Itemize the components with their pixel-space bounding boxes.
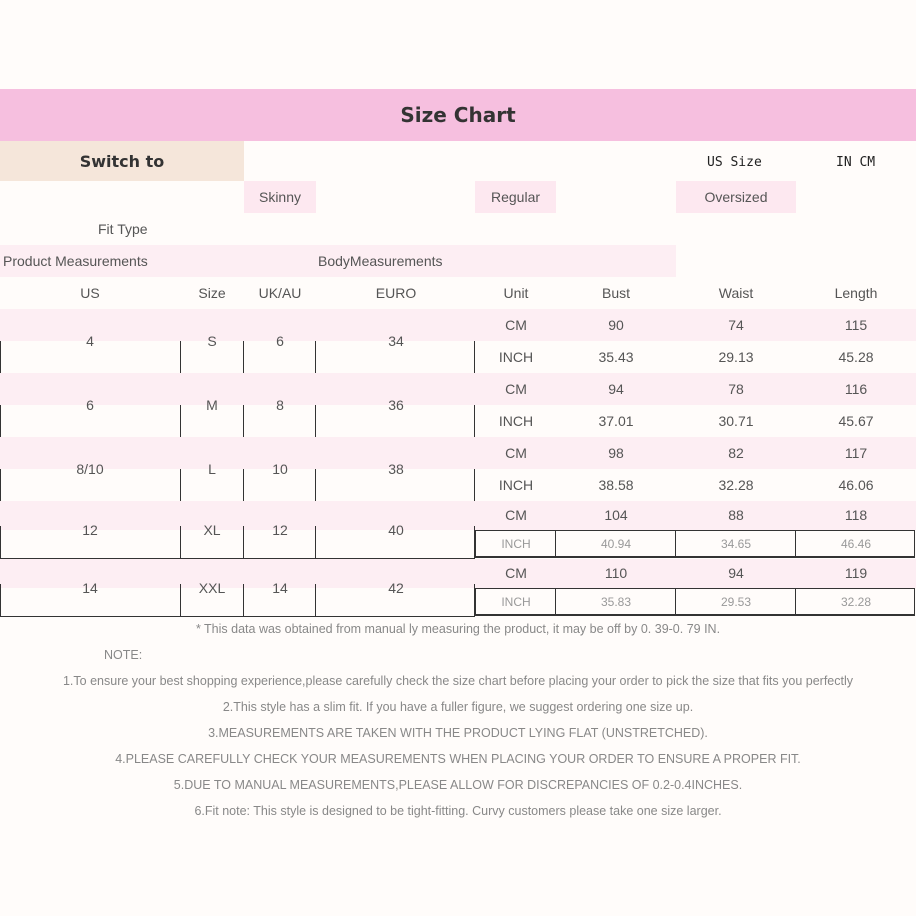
cell-bust: 35.43 — [598, 349, 634, 365]
cell-divider — [180, 584, 181, 616]
cell-bust: 40.94 — [600, 536, 632, 551]
cell-unit: INCH — [498, 413, 534, 429]
cell-divider — [180, 341, 181, 373]
cell-size: XXL — [198, 579, 226, 596]
cell-size: S — [207, 333, 217, 349]
cell-divider — [474, 405, 475, 437]
cell-divider — [315, 526, 316, 558]
cell-bust: 94 — [608, 381, 624, 397]
cell-bust: 110 — [604, 565, 628, 582]
cell-divider — [243, 405, 244, 437]
row-divider — [0, 616, 475, 617]
cell-unit: INCH — [501, 536, 531, 551]
fit-oversized-button[interactable]: Oversized — [676, 181, 796, 213]
cell-divider — [315, 405, 316, 437]
cell-length: 115 — [844, 317, 868, 333]
us-size-toggle[interactable]: US Size — [707, 155, 762, 170]
cell-length: 32.28 — [840, 594, 872, 609]
cell-divider — [0, 526, 1, 558]
cell-euro: 36 — [388, 397, 404, 413]
cell-us: 12 — [82, 521, 98, 538]
row-band — [0, 559, 916, 588]
cell-waist: 82 — [728, 445, 744, 461]
cell-divider — [315, 469, 316, 501]
cell-bust: 38.58 — [598, 477, 634, 493]
note-item: 4.PLEASE CAREFULLY CHECK YOUR MEASUREMENTS WHEN PLACING YOUR ORDER TO ENSURE A PROPER FIT. — [115, 752, 801, 766]
cell-uk-au: 10 — [272, 461, 288, 477]
cell-uk-au: 6 — [276, 333, 284, 349]
cell-divider — [0, 341, 1, 373]
cell-divider — [474, 469, 475, 501]
cell-unit: CM — [505, 565, 527, 582]
cell-euro: 42 — [388, 579, 404, 596]
cell-unit: CM — [505, 317, 527, 333]
note-item: 5.DUE TO MANUAL MEASUREMENTS,PLEASE ALLOW FOR DISCREPANCIES OF 0.2-0.4INCHES. — [173, 778, 743, 792]
cell-euro: 40 — [388, 521, 404, 538]
cell-length: 119 — [844, 565, 868, 582]
cell-waist: 30.71 — [718, 413, 754, 429]
cell-divider — [180, 526, 181, 558]
fit-type-label: Fit Type — [98, 221, 148, 237]
cell-length: 45.67 — [838, 413, 874, 429]
cell-divider — [243, 341, 244, 373]
header-size: Size — [198, 285, 226, 301]
cell-euro: 38 — [388, 461, 404, 477]
boxed-row-outline — [475, 588, 915, 617]
header-uk-au: UK/AU — [258, 285, 302, 301]
cell-unit: INCH — [501, 594, 531, 609]
cell-us: 8/10 — [76, 461, 104, 477]
row-band — [0, 373, 916, 405]
cell-divider — [555, 530, 556, 559]
note-item: 6.Fit note: This style is designed to be tight-fitting. Curvy customers please take one size larger. — [194, 804, 722, 818]
cell-length: 116 — [844, 381, 868, 397]
cell-divider — [474, 341, 475, 373]
cell-divider — [243, 469, 244, 501]
disclaimer-text: * This data was obtained from manual ly measuring the product, it may be off by 0. 39-0. 79 IN. — [195, 622, 721, 636]
cell-divider — [0, 469, 1, 501]
cell-divider — [315, 341, 316, 373]
fit-regular-button[interactable]: Regular — [475, 181, 556, 213]
cell-divider — [0, 405, 1, 437]
cell-us: 4 — [86, 333, 94, 349]
cell-divider — [795, 588, 796, 617]
cell-waist: 29.53 — [720, 594, 752, 609]
note-item: 3.MEASUREMENTS ARE TAKEN WITH THE PRODUCT LYING FLAT (UNSTRETCHED). — [208, 726, 708, 740]
row-band — [0, 501, 916, 530]
fit-skinny-button[interactable]: Skinny — [244, 181, 316, 213]
row-band — [0, 309, 916, 341]
cell-uk-au: 12 — [272, 521, 288, 538]
cell-waist: 29.13 — [718, 349, 754, 365]
cell-unit: INCH — [498, 349, 534, 365]
row-band — [0, 437, 916, 469]
note-item: 1.To ensure your best shopping experience,please carefully check the size chart before placing your order to pick the size that fits you perfectly — [62, 674, 853, 688]
cell-us: 14 — [82, 579, 98, 596]
cell-unit: CM — [505, 507, 527, 524]
cell-unit: INCH — [498, 477, 534, 493]
cell-uk-au: 14 — [272, 579, 288, 596]
cell-waist: 78 — [728, 381, 744, 397]
cell-size: XL — [203, 521, 221, 538]
cell-divider — [555, 588, 556, 617]
unit-toggle[interactable]: IN CM — [836, 155, 876, 170]
cell-length: 46.46 — [840, 536, 872, 551]
cell-bust: 37.01 — [598, 413, 634, 429]
cell-bust: 104 — [604, 507, 628, 524]
cell-unit: CM — [505, 381, 527, 397]
cell-divider — [180, 469, 181, 501]
header-bust: Bust — [601, 285, 631, 301]
cell-uk-au: 8 — [276, 397, 284, 413]
cell-divider — [675, 588, 676, 617]
cell-divider — [180, 405, 181, 437]
note-item: 2.This style has a slim fit. If you have a fuller figure, we suggest ordering one size up. — [222, 700, 694, 714]
cell-divider — [0, 584, 1, 616]
cell-divider — [315, 584, 316, 616]
cell-size: L — [208, 461, 216, 477]
cell-waist: 94 — [728, 565, 744, 582]
boxed-row-outline — [475, 530, 915, 559]
cell-waist: 88 — [728, 507, 744, 524]
cell-divider — [243, 526, 244, 558]
cell-us: 6 — [86, 397, 94, 413]
page-title: Size Chart — [0, 89, 916, 141]
cell-size: M — [206, 397, 218, 413]
cell-divider — [675, 530, 676, 559]
cell-length: 118 — [844, 507, 868, 524]
cell-length: 45.28 — [838, 349, 874, 365]
header-waist: Waist — [718, 285, 754, 301]
note-label: NOTE: — [104, 648, 143, 662]
cell-unit: CM — [505, 445, 527, 461]
cell-waist: 34.65 — [720, 536, 752, 551]
cell-length: 117 — [844, 445, 868, 461]
cell-divider — [243, 584, 244, 616]
cell-waist: 74 — [728, 317, 744, 333]
cell-length: 46.06 — [838, 477, 874, 493]
cell-waist: 32.28 — [718, 477, 754, 493]
product-measurements-tab[interactable]: Product Measurements — [3, 253, 148, 269]
header-us: US — [80, 285, 100, 301]
cell-bust: 90 — [608, 317, 624, 333]
header-length: Length — [834, 285, 878, 301]
cell-divider — [795, 530, 796, 559]
cell-bust: 35.83 — [600, 594, 632, 609]
header-unit: Unit — [503, 285, 529, 301]
cell-euro: 34 — [388, 333, 404, 349]
body-measurements-tab[interactable]: BodyMeasurements — [318, 253, 443, 269]
switch-to-label: Switch to — [0, 141, 244, 181]
header-euro: EURO — [375, 285, 417, 301]
cell-bust: 98 — [608, 445, 624, 461]
